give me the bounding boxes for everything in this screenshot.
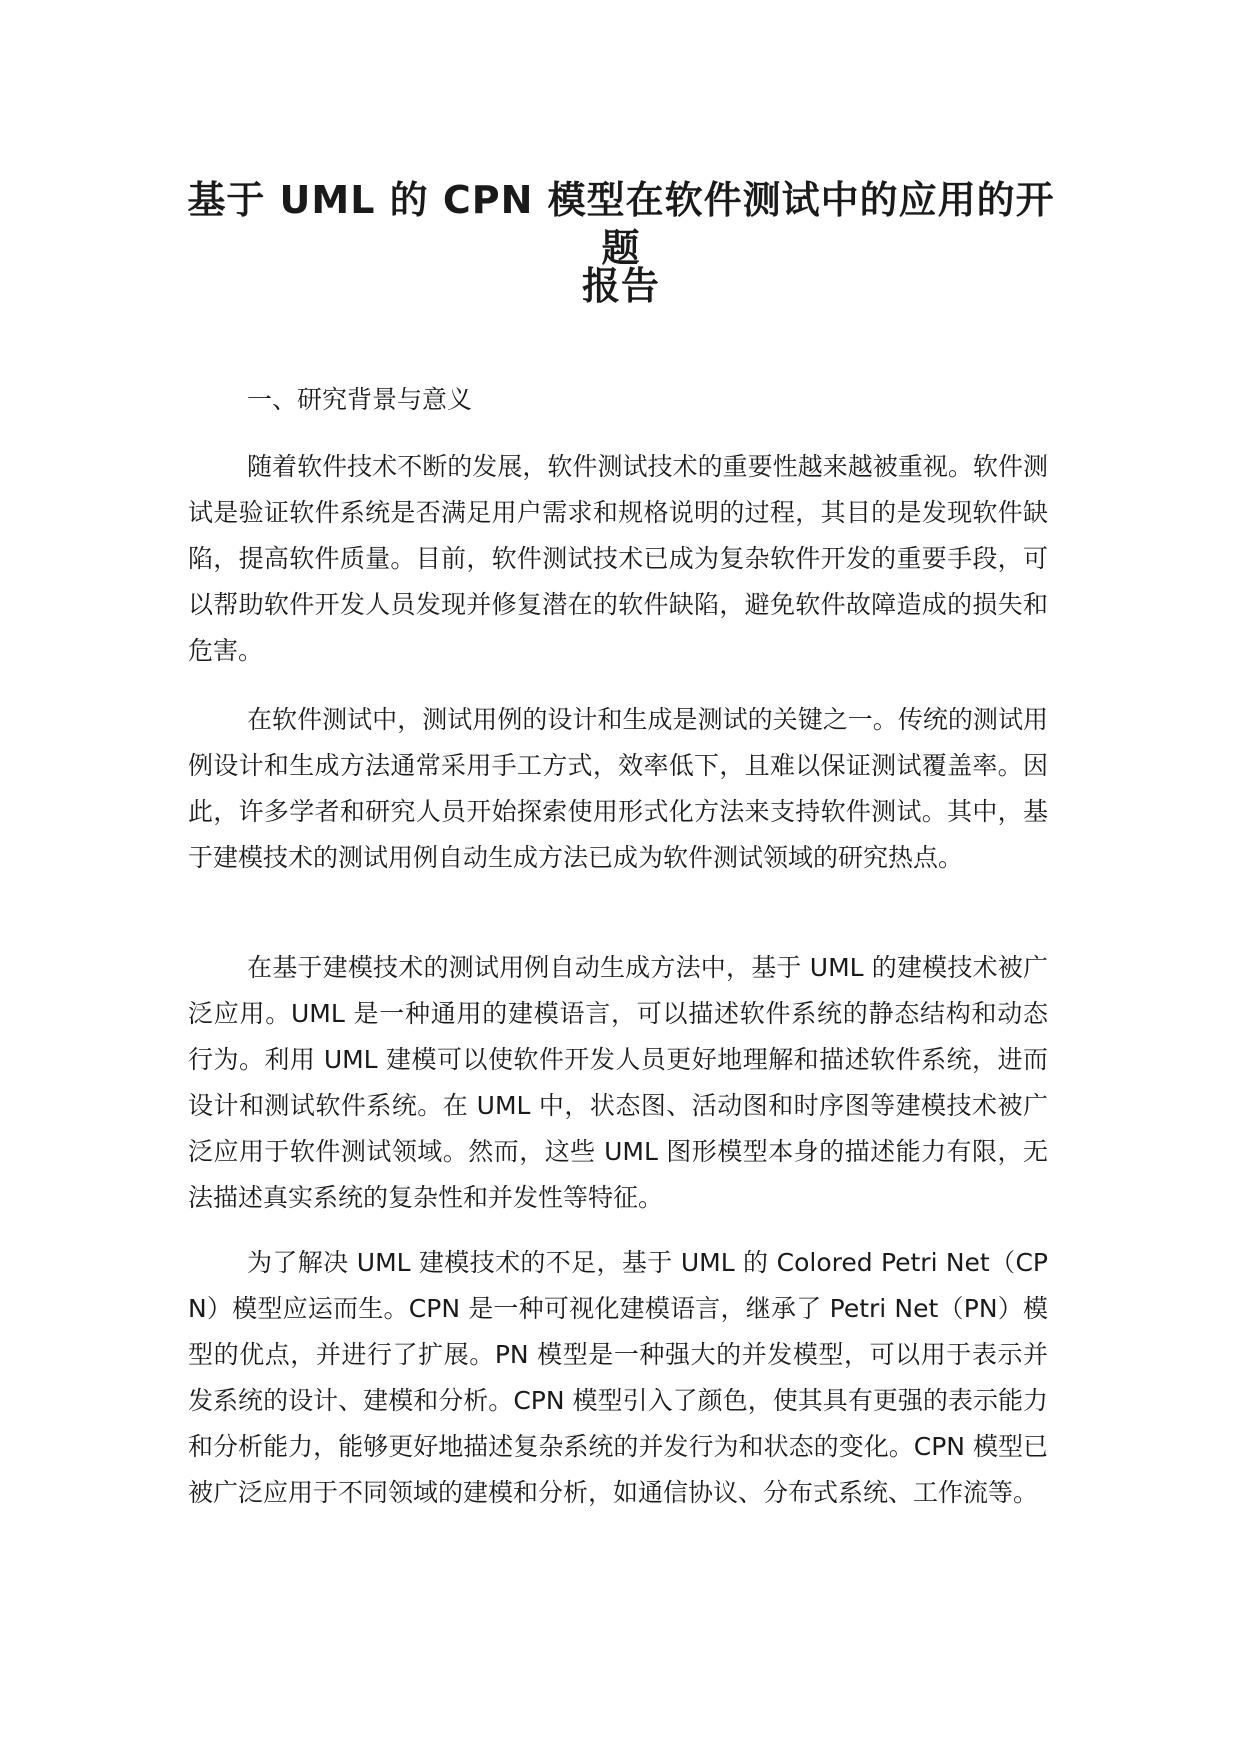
body-paragraph-2: 在软件测试中，测试用例的设计和生成是测试的关键之一。传统的测试用例设计和生成方法通常采用手工方式，效率低下，且难以保证测试覆盖率。因此，许多学者和研究人员开始探索使用形式化方法来支持软件测试。其中，基于建模技术的测试用例自动生成方法已成为软件测试领域的研究热点。 [188, 705, 1048, 872]
body-paragraph-3: 在基于建模技术的测试用例自动生成方法中，基于 UML 的建模技术被广泛应用。UML 是一种通用的建模语言，可以描述软件系统的静态结构和动态行为。利用 UML 建模可以使软件开发人员更好地理解和描述软件系统，进而设计和测试软件系统。在 UML 中，状态图、活动图和时序图等建模技术被广泛应用于软件测试领域。然而，这些 UML 图形模型本身的描述能力有限，无法描述真实系统的复杂性和并发性等特征。 [188, 953, 1048, 1212]
document-title-line-1: 基于 UML 的 CPN 模型在软件测试中的应用的开题 [187, 178, 1055, 270]
body-paragraph-4: 为了解决 UML 建模技术的不足，基于 UML 的 Colored Petri Net（CPN）模型应运而生。CPN 是一种可视化建模语言，继承了 Petri Net（PN）模型的优点，并进行了扩展。PN 模型是一种强大的并发模型，可以用于表示并发系统的设计、建模和分析。CPN 模型引入了颜色，使其具有更强的表示能力和分析能力，能够更好地描述复杂系统的并发行为和状态的变化。CPN 模型已被广泛应用于不同领域的建模和分析，如通信协议、分布式系统、工作流等。 [188, 1248, 1048, 1507]
body-paragraph-1: 随着软件技术不断的发展，软件测试技术的重要性越来越被重视。软件测试是验证软件系统是否满足用户需求和规格说明的过程，其目的是发现软件缺陷，提高软件质量。目前，软件测试技术已成为复杂软件开发的重要手段，可以帮助软件开发人员发现并修复潜在的软件缺陷，避免软件故障造成的损失和危害。 [188, 452, 1048, 665]
section-heading: 一、研究背景与意义 [247, 385, 473, 414]
document-title-line-2: 报告 [581, 264, 660, 308]
